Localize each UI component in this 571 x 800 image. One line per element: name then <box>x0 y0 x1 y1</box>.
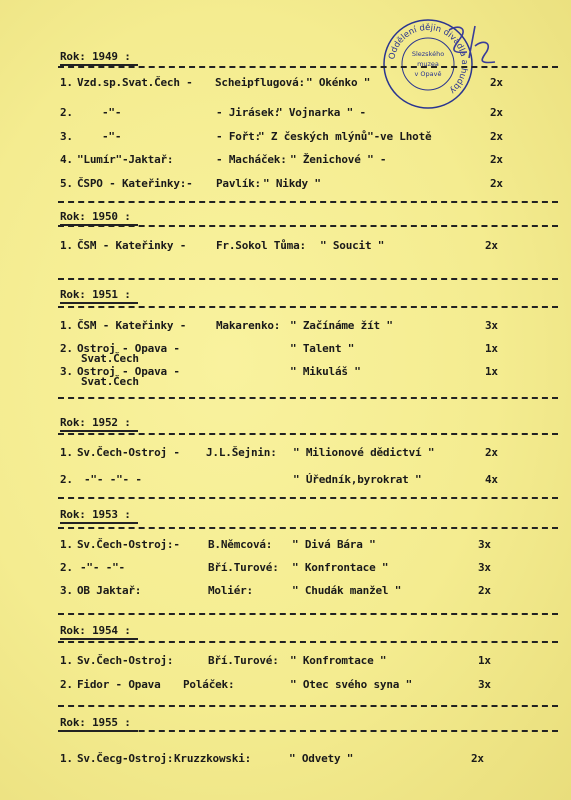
entry-group: Sv.Čecg-Ostroj: <box>77 752 174 765</box>
year-header: Rok: 1950 : <box>60 210 131 223</box>
entry-author: Poláček: <box>183 678 235 691</box>
entry-title: " Soucit " <box>320 239 385 252</box>
entry-title: " Chudák manžel " <box>292 584 402 597</box>
entry-number: 4. <box>60 153 73 166</box>
entry-number: 3. <box>60 584 73 597</box>
year-header: Rok: 1951 : <box>60 288 131 301</box>
entry-group: ČSM - Kateřinky - <box>77 319 187 332</box>
entry-number: 1. <box>60 319 73 332</box>
entry-title: " Odvety " <box>289 752 354 765</box>
entry-number: 1. <box>60 76 73 89</box>
entry-count: 3x <box>478 538 491 551</box>
entry-count: 2x <box>490 76 503 89</box>
section-divider <box>58 397 558 399</box>
entry-group: Ostroj - Opava - <box>77 342 180 355</box>
entry-count: 3x <box>478 678 491 691</box>
entry-number: 2. <box>60 342 73 355</box>
entry-count: 1x <box>478 654 491 667</box>
entry-count: 1x <box>485 365 498 378</box>
year-header: Rok: 1952 : <box>60 416 131 429</box>
entry-group-line2: Svat.Čech <box>81 352 139 365</box>
entry-title: " Divá Bára " <box>292 538 376 551</box>
section-divider <box>58 66 558 68</box>
entry-number: 1. <box>60 538 73 551</box>
section-divider <box>58 497 558 499</box>
entry-author: Pavlík: <box>216 177 261 190</box>
entry-group: OB Jaktař: <box>77 584 142 597</box>
entry-title: " Začínáme žít " <box>290 319 393 332</box>
year-underline <box>60 638 138 640</box>
entry-group: -"- -"- <box>80 561 125 574</box>
entry-count: 2x <box>490 106 503 119</box>
section-divider <box>58 527 558 529</box>
entry-author: Fr.Sokol Tůma: <box>216 239 306 252</box>
entry-group: -"- -"- - <box>84 473 142 486</box>
entry-group: Ostroj - Opava - <box>77 365 180 378</box>
entry-group: -"- <box>102 106 122 119</box>
entry-author: J.L.Šejnin: <box>206 446 277 459</box>
entry-author: Bří.Turové: <box>208 654 279 667</box>
entry-title: " Úředník,byrokrat " <box>293 473 422 486</box>
section-divider <box>58 641 558 643</box>
section-divider <box>58 278 558 280</box>
entry-group: Sv.Čech-Ostroj - <box>77 446 180 459</box>
entry-count: 2x <box>490 130 503 143</box>
entry-number: 1. <box>60 446 73 459</box>
entry-author: B.Němcová: <box>208 538 273 551</box>
entry-group: Vzd.sp.Svat.Čech - <box>77 76 193 89</box>
entry-number: 3. <box>60 365 73 378</box>
entry-group: ČSM - Kateřinky - <box>77 239 187 252</box>
entry-count: 2x <box>485 239 498 252</box>
section-divider <box>58 201 558 203</box>
entry-number: 3. <box>60 130 73 143</box>
svg-text:muzea: muzea <box>417 60 439 68</box>
entry-group: -"- <box>102 130 122 143</box>
entry-number: 5. <box>60 177 73 190</box>
entry-group: "Lumír"-Jaktař: <box>77 153 174 166</box>
entry-title: " Talent " <box>290 342 355 355</box>
svg-text:Oddělení dějin divadla a hudby: Oddělení dějin divadla a hudby <box>387 22 470 96</box>
entry-count: 4x <box>485 473 498 486</box>
svg-text:v Opavě: v Opavě <box>414 70 442 78</box>
section-divider <box>58 433 558 435</box>
entry-number: 2. <box>60 473 73 486</box>
year-underline <box>60 522 138 524</box>
year-underline <box>60 430 138 432</box>
entry-author: - Jirásek: <box>216 106 281 119</box>
entry-author: Moliér: <box>208 584 253 597</box>
entry-count: 2x <box>471 752 484 765</box>
entry-number: 2. <box>60 106 73 119</box>
section-divider <box>58 306 558 308</box>
entry-count: 2x <box>478 584 491 597</box>
year-header: Rok: 1949 : <box>60 50 131 63</box>
svg-text:Slezského: Slezského <box>411 50 445 58</box>
year-header: Rok: 1955 : <box>60 716 131 729</box>
entry-number: 1. <box>60 239 73 252</box>
handwritten-note <box>445 22 505 72</box>
entry-title: " Nikdy " <box>263 177 321 190</box>
entry-count: 1x <box>485 342 498 355</box>
entry-author: Scheipflugová: <box>215 76 305 89</box>
entry-title: " Okénko " <box>306 76 371 89</box>
entry-title: " Milionové dědictví " <box>293 446 435 459</box>
entry-author: Bří.Turové: <box>208 561 279 574</box>
entry-group: Sv.Čech-Ostroj: <box>77 654 174 667</box>
entry-author: Kruzzkowski: <box>174 752 252 765</box>
entry-title: " Konfrontace " <box>292 561 389 574</box>
entry-author: - Fořt: <box>216 130 261 143</box>
entry-number: 1. <box>60 654 73 667</box>
section-divider <box>58 225 558 227</box>
year-header: Rok: 1953 : <box>60 508 131 521</box>
section-divider <box>58 613 558 615</box>
entry-group: Fidor - Opava <box>77 678 161 691</box>
entry-title: " Z českých mlýnů"-ve Lhotě <box>258 130 432 143</box>
entry-group-line2: Svat.Čech <box>81 375 139 388</box>
entry-count: 2x <box>490 177 503 190</box>
entry-title: " Konfromtace " <box>290 654 387 667</box>
entry-count: 3x <box>485 319 498 332</box>
entry-author: Makarenko: <box>216 319 281 332</box>
entry-count: 2x <box>485 446 498 459</box>
entry-count: 2x <box>490 153 503 166</box>
entry-group: Sv.Čech-Ostroj:- <box>77 538 180 551</box>
section-divider <box>58 730 558 732</box>
entry-title: " Ženichové " - <box>290 153 387 166</box>
entry-title: " Mikuláš " <box>290 365 361 378</box>
entry-number: 2. <box>60 678 73 691</box>
entry-number: 2. <box>60 561 73 574</box>
entry-number: 1. <box>60 752 73 765</box>
year-header: Rok: 1954 : <box>60 624 131 637</box>
entry-group: ČSPO - Kateřinky:- <box>77 177 193 190</box>
entry-author: - Macháček: <box>216 153 287 166</box>
entry-count: 3x <box>478 561 491 574</box>
entry-title: " Otec svého syna " <box>290 678 413 691</box>
year-underline <box>60 302 138 304</box>
section-divider <box>58 705 558 707</box>
entry-title: " Vojnarka " - <box>276 106 366 119</box>
